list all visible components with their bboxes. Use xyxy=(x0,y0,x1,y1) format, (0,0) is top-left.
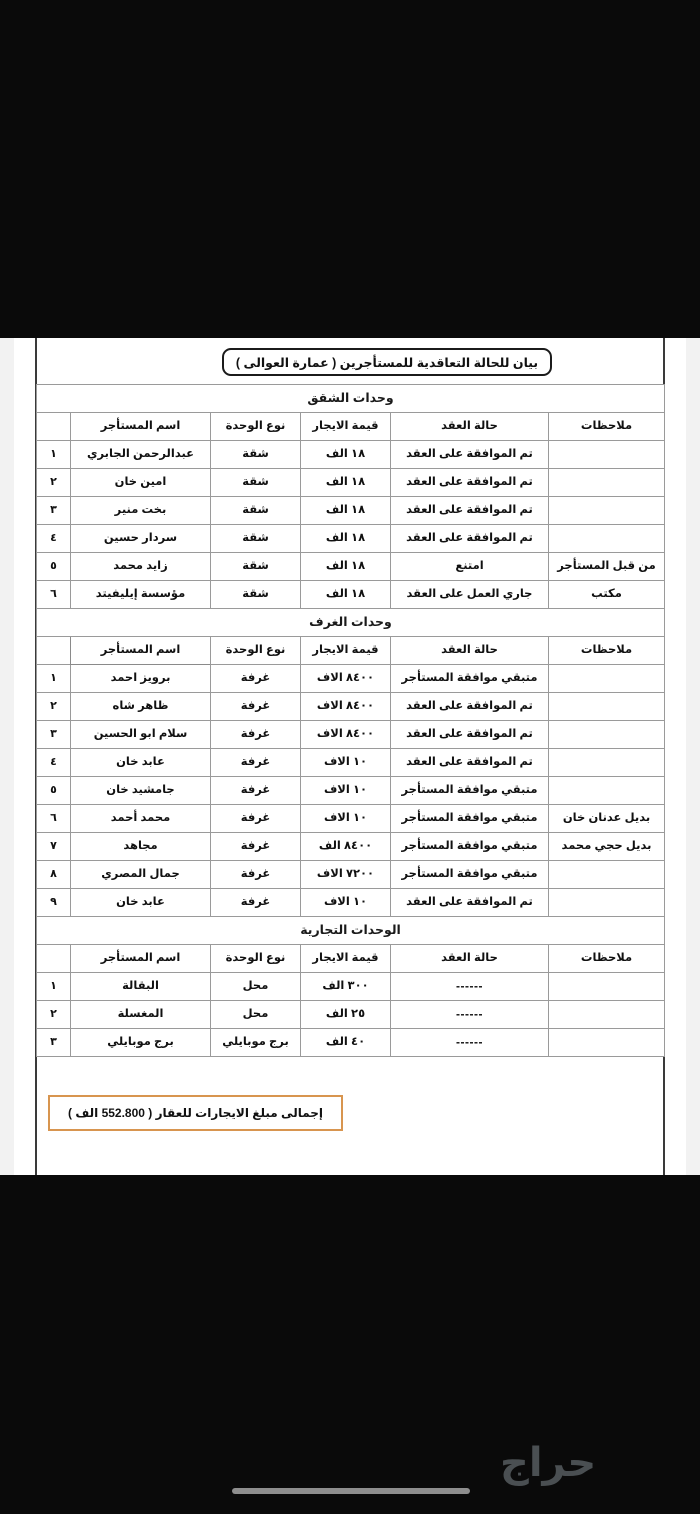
cell-notes xyxy=(549,749,665,777)
cell-contract-state: تم الموافقة على العقد xyxy=(391,749,549,777)
cell-unit-type: شقة xyxy=(211,469,301,497)
cell-tenant-name: مؤسسة إيليفيتد xyxy=(71,581,211,609)
section-band-label: وحدات الغرف xyxy=(37,609,665,637)
column-header-notes: ملاحظات xyxy=(549,945,665,973)
column-header-rent-value: قيمة الايجار xyxy=(301,945,391,973)
cell-rent-value: ٨٤٠٠ الف xyxy=(301,833,391,861)
column-header-tenant-name: اسم المستأجر xyxy=(71,637,211,665)
cell-unit-type: غرفة xyxy=(211,777,301,805)
cell-rent-value: ١٨ الف xyxy=(301,469,391,497)
column-header-row xyxy=(37,637,665,665)
cell-rent-value: ٨٤٠٠ الاف xyxy=(301,665,391,693)
cell-unit-type: غرفة xyxy=(211,721,301,749)
cell-row-index: ٤ xyxy=(37,749,71,777)
cell-unit-type: شقة xyxy=(211,441,301,469)
cell-rent-value: ١٠ الاف xyxy=(301,749,391,777)
table-row xyxy=(37,861,665,889)
cell-tenant-name: سلام ابو الحسين xyxy=(71,721,211,749)
cell-tenant-name: عابد خان xyxy=(71,749,211,777)
cell-unit-type: محل xyxy=(211,1001,301,1029)
cell-rent-value: ١٠ الاف xyxy=(301,889,391,917)
cell-unit-type: شقة xyxy=(211,497,301,525)
cell-rent-value: ١٨ الف xyxy=(301,525,391,553)
cell-row-index: ٧ xyxy=(37,833,71,861)
section-band-label: الوحدات التجارية xyxy=(37,917,665,945)
cell-rent-value: ١٠ الاف xyxy=(301,805,391,833)
cell-row-index: ٢ xyxy=(37,469,71,497)
column-header-unit-type: نوع الوحدة xyxy=(211,945,301,973)
cell-notes: مكتب xyxy=(549,581,665,609)
cell-notes xyxy=(549,497,665,525)
cell-contract-state: ------ xyxy=(391,1029,549,1057)
cell-contract-state: تم الموافقة على العقد xyxy=(391,525,549,553)
cell-tenant-name: عبدالرحمن الجابري xyxy=(71,441,211,469)
cell-row-index: ٩ xyxy=(37,889,71,917)
cell-contract-state: تم الموافقة على العقد xyxy=(391,469,549,497)
cell-unit-type: غرفة xyxy=(211,749,301,777)
cell-contract-state: متبقي موافقة المستأجر xyxy=(391,805,549,833)
cell-tenant-name: المغسلة xyxy=(71,1001,211,1029)
cell-contract-state: ------ xyxy=(391,1001,549,1029)
haraj-watermark: حراج xyxy=(500,1441,597,1485)
cell-notes xyxy=(549,973,665,1001)
cell-tenant-name: ظاهر شاه xyxy=(71,693,211,721)
column-header-contract-state: حالة العقد xyxy=(391,945,549,973)
total-rent-box: إجمالى مبلغ الايجارات للعقار ( 552.800 الف ) xyxy=(48,1095,343,1131)
page-left-margin xyxy=(0,338,14,1175)
cell-rent-value: ٧٢٠٠ الاف xyxy=(301,861,391,889)
cell-tenant-name: مجاهد xyxy=(71,833,211,861)
cell-unit-type: شقة xyxy=(211,553,301,581)
document-sheet xyxy=(0,338,700,1175)
table-row xyxy=(37,581,665,609)
table-row xyxy=(37,973,665,1001)
column-header-rent-value: قيمة الايجار xyxy=(301,637,391,665)
cell-unit-type: غرفة xyxy=(211,889,301,917)
column-header-rent-value: قيمة الايجار xyxy=(301,413,391,441)
cell-notes: بديل حجي محمد xyxy=(549,833,665,861)
table-row xyxy=(37,1001,665,1029)
cell-notes xyxy=(549,693,665,721)
table-row xyxy=(37,1029,665,1057)
cell-notes xyxy=(549,1029,665,1057)
cell-row-index: ٥ xyxy=(37,553,71,581)
cell-notes xyxy=(549,1001,665,1029)
cell-contract-state: جاري العمل على العقد xyxy=(391,581,549,609)
table-row xyxy=(37,777,665,805)
header-corner-cell xyxy=(37,637,71,665)
table-row xyxy=(37,749,665,777)
column-header-notes: ملاحظات xyxy=(549,637,665,665)
cell-unit-type: شقة xyxy=(211,525,301,553)
cell-row-index: ٢ xyxy=(37,1001,71,1029)
column-header-contract-state: حالة العقد xyxy=(391,637,549,665)
table-row xyxy=(37,889,665,917)
cell-rent-value: ١٨ الف xyxy=(301,497,391,525)
cell-row-index: ٢ xyxy=(37,693,71,721)
table-row xyxy=(37,833,665,861)
cell-unit-type: شقة xyxy=(211,581,301,609)
cell-tenant-name: بخت منير xyxy=(71,497,211,525)
tenants-table xyxy=(36,384,665,1057)
cell-notes xyxy=(549,441,665,469)
cell-row-index: ١ xyxy=(37,973,71,1001)
section-band-label: وحدات الشقق xyxy=(37,385,665,413)
cell-unit-type: محل xyxy=(211,973,301,1001)
cell-contract-state: تم الموافقة على العقد xyxy=(391,721,549,749)
cell-row-index: ٨ xyxy=(37,861,71,889)
cell-tenant-name: جمال المصري xyxy=(71,861,211,889)
column-header-contract-state: حالة العقد xyxy=(391,413,549,441)
cell-rent-value: ١٨ الف xyxy=(301,553,391,581)
page-right-margin xyxy=(686,338,700,1175)
column-header-tenant-name: اسم المستأجر xyxy=(71,945,211,973)
header-corner-cell xyxy=(37,413,71,441)
cell-unit-type: غرفة xyxy=(211,805,301,833)
cell-tenant-name: جامشيد خان xyxy=(71,777,211,805)
column-header-notes: ملاحظات xyxy=(549,413,665,441)
cell-tenant-name: برج موبايلي xyxy=(71,1029,211,1057)
table-row xyxy=(37,525,665,553)
cell-rent-value: ٨٤٠٠ الاف xyxy=(301,721,391,749)
section-band xyxy=(37,609,665,637)
cell-tenant-name: البقالة xyxy=(71,973,211,1001)
cell-contract-state: متبقي موافقة المستأجر xyxy=(391,833,549,861)
document-title: بيان للحالة التعاقدية للمستأجرين ( عمارة العوالى ) xyxy=(222,348,552,376)
section-band xyxy=(37,385,665,413)
cell-contract-state: تم الموافقة على العقد xyxy=(391,441,549,469)
cell-notes xyxy=(549,665,665,693)
cell-contract-state: تم الموافقة على العقد xyxy=(391,497,549,525)
cell-notes xyxy=(549,777,665,805)
table-row xyxy=(37,721,665,749)
cell-row-index: ٣ xyxy=(37,721,71,749)
home-indicator xyxy=(232,1488,470,1494)
cell-row-index: ٦ xyxy=(37,581,71,609)
cell-notes: بديل عدنان خان xyxy=(549,805,665,833)
cell-contract-state: متبقي موافقة المستأجر xyxy=(391,777,549,805)
table-row xyxy=(37,665,665,693)
cell-rent-value: ٨٤٠٠ الاف xyxy=(301,693,391,721)
cell-rent-value: ١٨ الف xyxy=(301,581,391,609)
cell-tenant-name: امين خان xyxy=(71,469,211,497)
cell-rent-value: ٢٥ الف xyxy=(301,1001,391,1029)
cell-rent-value: ١٠ الاف xyxy=(301,777,391,805)
cell-notes: من قبل المستأجر xyxy=(549,553,665,581)
cell-row-index: ٦ xyxy=(37,805,71,833)
cell-contract-state: امتنع xyxy=(391,553,549,581)
cell-row-index: ١ xyxy=(37,665,71,693)
cell-notes xyxy=(549,525,665,553)
cell-row-index: ٤ xyxy=(37,525,71,553)
cell-row-index: ١ xyxy=(37,441,71,469)
cell-tenant-name: سردار حسين xyxy=(71,525,211,553)
cell-notes xyxy=(549,861,665,889)
cell-contract-state: متبقي موافقة المستأجر xyxy=(391,665,549,693)
cell-contract-state: تم الموافقة على العقد xyxy=(391,693,549,721)
table-row xyxy=(37,497,665,525)
cell-tenant-name: عابد خان xyxy=(71,889,211,917)
cell-contract-state: ------ xyxy=(391,973,549,1001)
section-band xyxy=(37,917,665,945)
cell-tenant-name: زايد محمد xyxy=(71,553,211,581)
cell-contract-state: متبقي موافقة المستأجر xyxy=(391,861,549,889)
cell-row-index: ٣ xyxy=(37,1029,71,1057)
column-header-unit-type: نوع الوحدة xyxy=(211,413,301,441)
table-row xyxy=(37,469,665,497)
cell-rent-value: ٤٠ الف xyxy=(301,1029,391,1057)
cell-unit-type: غرفة xyxy=(211,861,301,889)
cell-unit-type: غرفة xyxy=(211,665,301,693)
cell-unit-type: غرفة xyxy=(211,833,301,861)
cell-rent-value: ١٨ الف xyxy=(301,441,391,469)
cell-row-index: ٣ xyxy=(37,497,71,525)
cell-rent-value: ٣٠٠ الف xyxy=(301,973,391,1001)
column-header-tenant-name: اسم المستأجر xyxy=(71,413,211,441)
table-row xyxy=(37,441,665,469)
cell-contract-state: تم الموافقة على العقد xyxy=(391,889,549,917)
cell-row-index: ٥ xyxy=(37,777,71,805)
table-row xyxy=(37,693,665,721)
column-header-row xyxy=(37,413,665,441)
table-row xyxy=(37,805,665,833)
column-header-unit-type: نوع الوحدة xyxy=(211,637,301,665)
header-corner-cell xyxy=(37,945,71,973)
cell-notes xyxy=(549,721,665,749)
cell-unit-type: برج موبايلي xyxy=(211,1029,301,1057)
cell-tenant-name: محمد أحمد xyxy=(71,805,211,833)
cell-tenant-name: برويز احمد xyxy=(71,665,211,693)
column-header-row xyxy=(37,945,665,973)
table-row xyxy=(37,553,665,581)
cell-unit-type: غرفة xyxy=(211,693,301,721)
cell-notes xyxy=(549,469,665,497)
cell-notes xyxy=(549,889,665,917)
